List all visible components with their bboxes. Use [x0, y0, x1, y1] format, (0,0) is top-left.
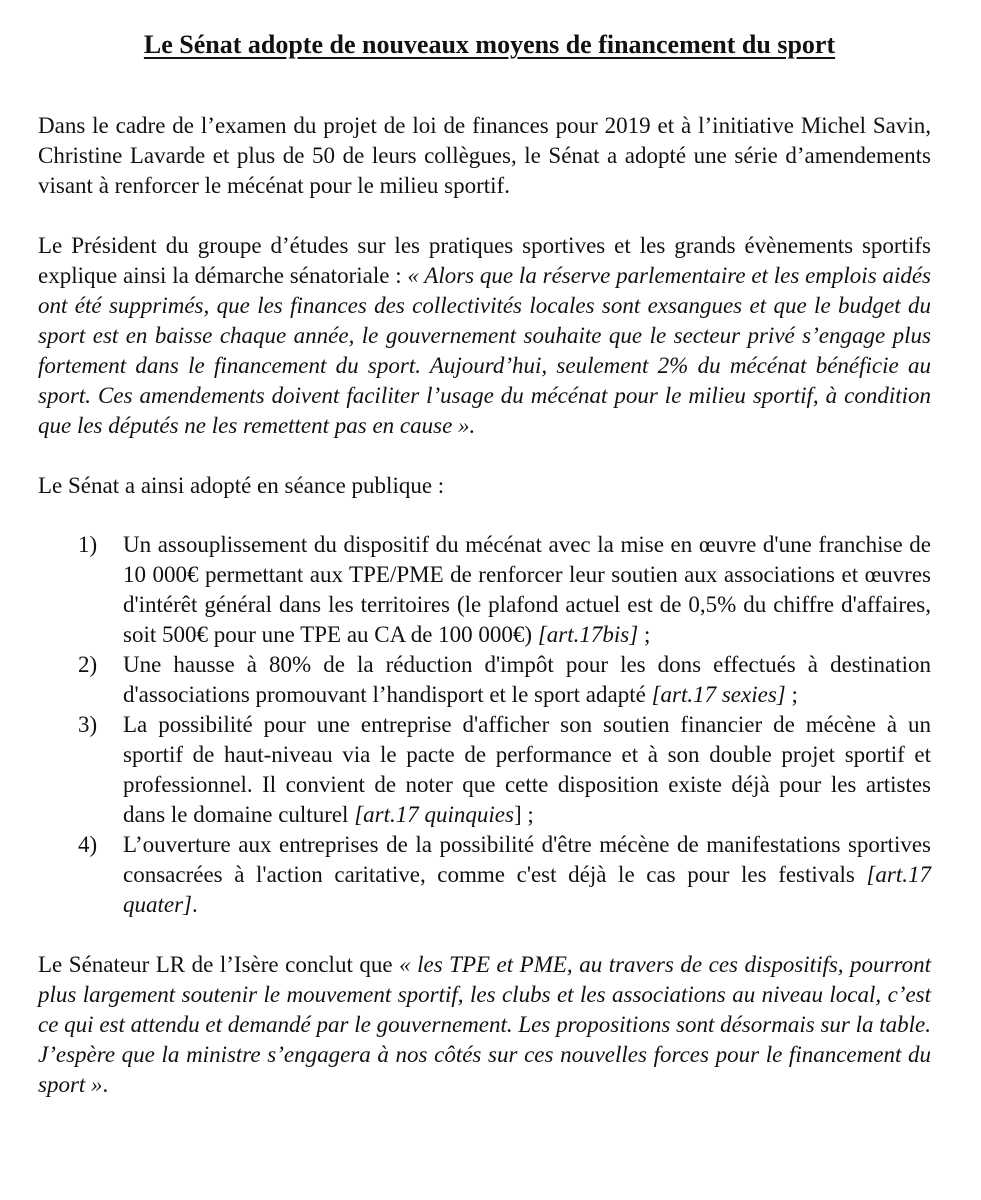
list-item: [78, 710, 931, 830]
list-item: [78, 830, 931, 920]
list-item-number: 3): [78, 712, 98, 737]
list-item-ref: [art.17 sexies]: [651, 682, 786, 707]
conclusion-intro: Le Sénateur LR de l’Isère conclut que: [38, 952, 400, 977]
list-item: [78, 650, 931, 710]
list-item-ref: [art.17bis]: [537, 622, 639, 647]
list-item-text: L’ouverture aux entreprises de la possibilité d'être mécène de manifestations sportives consacrées à l'action caritative, comme c'est déjà le cas pour les festivals: [123, 832, 931, 887]
president-quote: « Alors que la réserve parlementaire et les emplois aidés ont été supprimés, que les finances des collectivités locales sont exsangues et que le budget du sport est en baisse chaque année, le gouvernement souhaite que le secteur privé s’engage plus fortement dans le financement du sport. Aujourd’hui, seulement 2% du mécénat bénéficie au sport. Ces amendements doivent faciliter l’usage du mécénat pour le milieu sportif, à condition que les députés ne les remettent pas en cause ».: [38, 263, 931, 438]
paragraph-president-intro: Le Président du groupe d’études sur les pratiques sportives et les grands évènements sportifs explique ainsi la démarche sénatoriale :: [38, 233, 931, 288]
list-item-end: ;: [638, 622, 651, 647]
list-item-number: 1): [78, 532, 98, 557]
paragraph-intro: Dans le cadre de l’examen du projet de loi de finances pour 2019 et à l’initiative Michel Savin, Christine Lavarde et plus de 50 de leurs collègues, le Sénat a adopté une série d’amendements visant à renforcer le mécénat pour le milieu sportif.: [38, 113, 931, 198]
paragraph-president-quote: [38, 231, 931, 441]
conclusion-quote: « les TPE et PME, au travers de ces dispositifs, pourront plus largement soutenir le mouvement sportif, les clubs et les associations au niveau local, c’est ce qui est attendu et demandé par le gouvernement. Les propositions sont désormais sur la table. J’espère que la ministre s’engagera à nos côtés sur ces nouvelles forces pour le financement du sport »: [38, 952, 931, 1097]
list-item-text: Un assouplissement du dispositif du mécénat avec la mise en œuvre d'une franchise de 10 000€ permettant aux TPE/PME de renforcer leur soutien aux associations et œuvres d'intérêt général dans les territoires (le plafond actuel est de 0,5% du chiffre d'affaires, soit 500€ pour une TPE au CA de 100 000€): [123, 532, 931, 647]
conclusion-end: .: [102, 1072, 109, 1097]
amendments-list: [38, 530, 931, 920]
list-item-end: .: [192, 892, 198, 917]
list-item: [78, 530, 931, 650]
list-item-number: 4): [78, 832, 98, 857]
list-item-end: ] ;: [513, 802, 534, 827]
paragraph-adopted: Le Sénat a ainsi adopté en séance publique :: [38, 473, 445, 498]
paragraph-conclusion: [38, 950, 931, 1100]
list-item-text: Une hausse à 80% de la réduction d'impôt pour les dons effectués à destination d'associations promouvant l’handisport et le sport adapté: [123, 652, 931, 707]
list-item-text: La possibilité pour une entreprise d'afficher son soutien financier de mécène à un sportif de haut-niveau via le pacte de performance et à son double projet sportif et professionnel. Il convient de noter que cette disposition existe déjà pour les artistes dans le domaine culturel: [123, 712, 931, 827]
list-item-number: 2): [78, 652, 98, 677]
list-item-end: ;: [785, 682, 798, 707]
list-item-ref: [art.17 quinquies: [354, 802, 514, 827]
page-title: Le Sénat adopte de nouveaux moyens de financement du sport: [143, 30, 836, 59]
list-item-ref: [art.17 quater]: [123, 862, 931, 917]
